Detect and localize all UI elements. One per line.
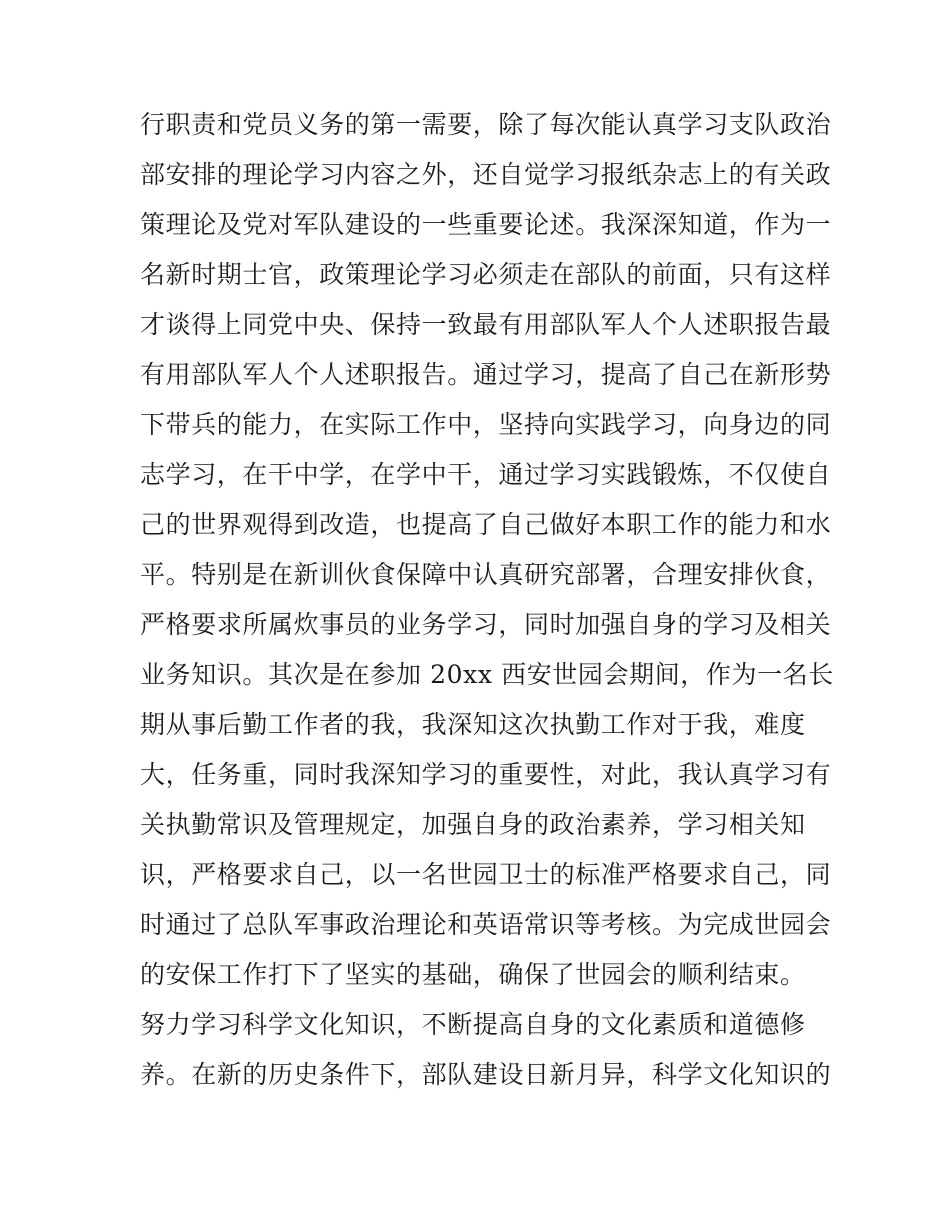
text-line-12: 业务知识。其次是在参加 20xx 西安世园会期间，作为一名长: [140, 660, 834, 689]
text-line-15: 关执勤常识及管理规定，加强自身的政治素养，学习相关知: [140, 810, 806, 839]
text-line-9: 己的世界观得到改造，也提高了自己做好本职工作的能力和水: [140, 510, 832, 539]
text-line-11: 严格要求所属炊事员的业务学习，同时加强自身的学习及相关: [140, 610, 832, 639]
text-line-8: 志学习，在干中学，在学中干，通过学习实践锻炼，不仅使自: [140, 460, 832, 489]
text-line-17: 时通过了总队军事政治理论和英语常识等考核。为完成世园会: [140, 910, 832, 939]
text-line-1: 行职责和党员义务的第一需要，除了每次能认真学习支队政治: [140, 110, 832, 139]
text-line-19: 努力学习科学文化知识，不断提高自身的文化素质和道德修: [140, 1010, 806, 1039]
text-line-16: 识，严格要求自己，以一名世园卫士的标准严格要求自己，同: [140, 860, 832, 889]
text-line-18: 的安保工作打下了坚实的基础，确保了世园会的顺利结束。: [140, 960, 806, 989]
text-line-2: 部安排的理论学习内容之外，还自觉学习报纸杂志上的有关政: [140, 160, 832, 189]
text-line-7: 下带兵的能力，在实际工作中，坚持向实践学习，向身边的同: [140, 410, 832, 439]
text-line-13: 期从事后勤工作者的我，我深知这次执勤工作对于我，难度: [140, 710, 806, 739]
text-line-3: 策理论及党对军队建设的一些重要论述。我深深知道，作为一: [140, 210, 832, 239]
text-line-10: 平。特别是在新训伙食保障中认真研究部署，合理安排伙食，: [140, 560, 832, 589]
text-line-4: 名新时期士官，政策理论学习必须走在部队的前面，只有这样: [140, 260, 832, 289]
body-text: [140, 100, 834, 1100]
text-line-14: 大，任务重，同时我深知学习的重要性，对此，我认真学习有: [140, 760, 832, 789]
text-line-6: 有用部队军人个人述职报告。通过学习，提高了自己在新形势: [140, 360, 832, 389]
text-line-20: 养。在新的历史条件下，部队建设日新月异，科学文化知识的: [140, 1060, 832, 1089]
text-line-5: 才谈得上同党中央、保持一致最有用部队军人个人述职报告最: [140, 310, 832, 339]
